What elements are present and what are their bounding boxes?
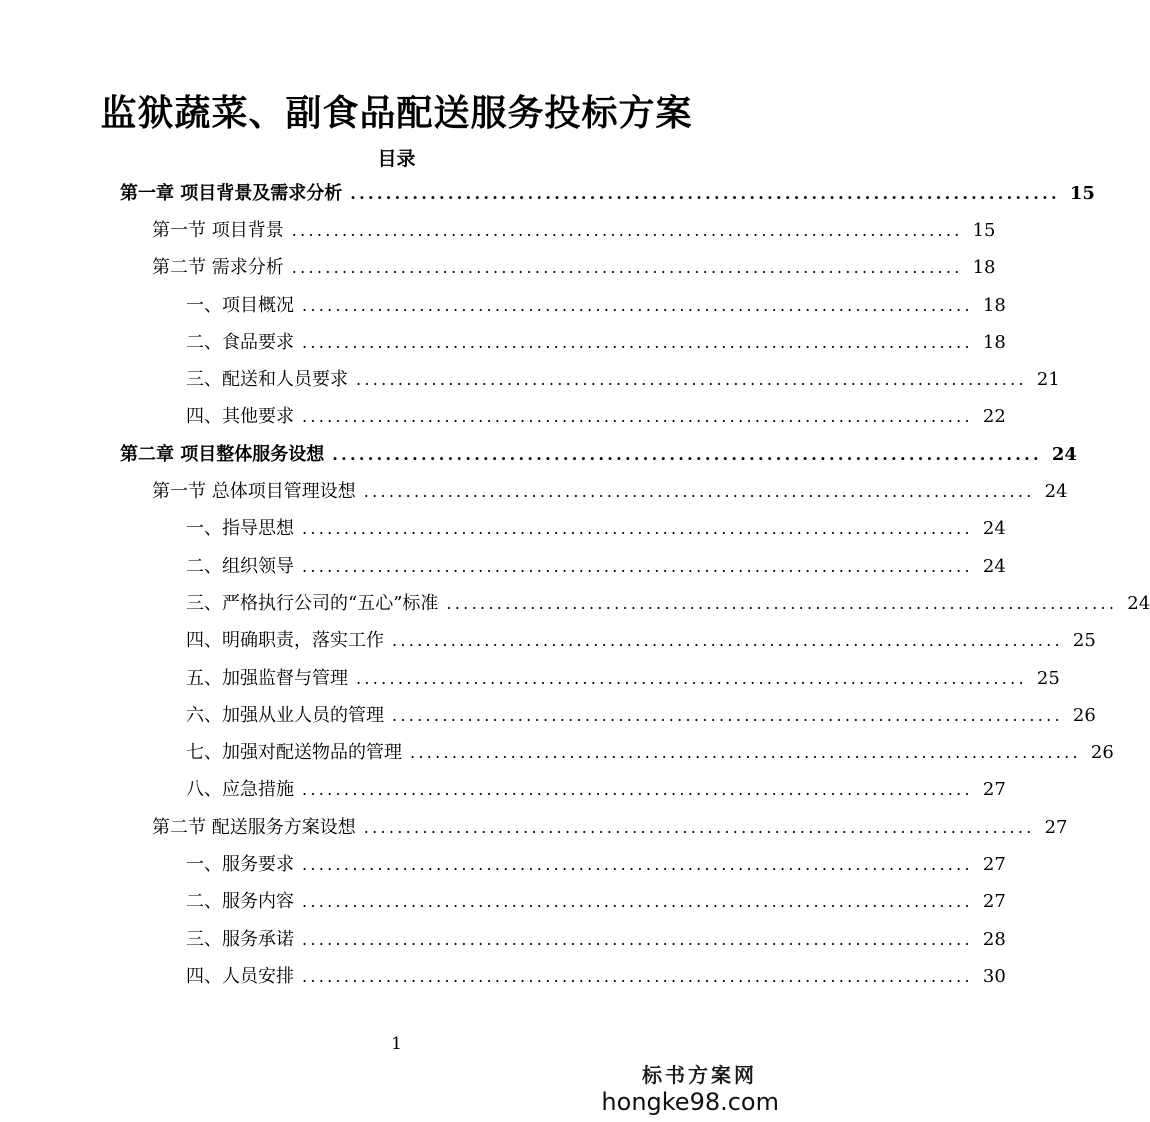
toc-entry-page: 21 bbox=[1036, 369, 1060, 391]
toc-entry-label: 第一节 总体项目管理设想 bbox=[152, 481, 356, 503]
toc-entry[interactable] bbox=[0, 548, 1006, 585]
toc-entry[interactable] bbox=[0, 884, 1006, 921]
toc-entry-page: 30 bbox=[982, 965, 1006, 987]
toc-entry[interactable] bbox=[0, 623, 1096, 660]
toc-entry-page: 24 bbox=[982, 518, 1006, 540]
toc-entry-page: 28 bbox=[982, 928, 1006, 950]
toc-entry-label: 七、加强对配送物品的管理 bbox=[186, 742, 402, 764]
toc-entry[interactable] bbox=[0, 697, 1096, 734]
toc-entry-page: 15 bbox=[972, 219, 996, 241]
toc-entry[interactable] bbox=[0, 212, 996, 249]
toc-entry[interactable] bbox=[0, 511, 1006, 548]
toc-entry-page: 24 bbox=[1044, 481, 1068, 503]
toc-entry-label: 三、严格执行公司的“五心”标准 bbox=[186, 592, 439, 614]
toc-entry-label: 二、组织领导 bbox=[186, 555, 294, 577]
toc-entry-page: 18 bbox=[982, 294, 1006, 316]
toc-entry-label: 三、服务承诺 bbox=[186, 928, 294, 950]
toc-entry-label: 第一节 项目背景 bbox=[152, 219, 284, 241]
toc-leader-dots: ................................................................................ bbox=[356, 668, 1027, 688]
toc-entry[interactable] bbox=[0, 660, 1060, 697]
watermark-url: hongke98.com bbox=[601, 1088, 779, 1116]
toc-entry[interactable] bbox=[0, 772, 1006, 809]
toc-entry[interactable] bbox=[0, 585, 1150, 622]
toc-entry-page: 26 bbox=[1072, 704, 1096, 726]
toc-leader-dots: ................................................................................ bbox=[356, 370, 1027, 390]
toc-entry[interactable] bbox=[0, 250, 996, 287]
toc-entry[interactable] bbox=[0, 436, 1077, 473]
table-of-contents bbox=[0, 175, 1150, 996]
toc-leader-dots: ................................................................................ bbox=[332, 444, 1042, 464]
toc-entry-label: 第二章 项目整体服务设想 bbox=[120, 443, 325, 465]
toc-leader-dots: ................................................................................ bbox=[302, 929, 973, 949]
toc-entry-label: 四、人员安排 bbox=[186, 965, 294, 987]
toc-entry-page: 27 bbox=[982, 891, 1006, 913]
toc-entry[interactable] bbox=[0, 809, 1068, 846]
toc-heading: 目录 bbox=[377, 148, 416, 170]
toc-leader-dots: ................................................................................ bbox=[302, 332, 973, 352]
toc-leader-dots: ................................................................................ bbox=[302, 892, 973, 912]
toc-leader-dots: ................................................................................ bbox=[302, 519, 973, 539]
toc-entry-page: 24 bbox=[1127, 592, 1150, 614]
toc-entry-label: 四、其他要求 bbox=[186, 406, 294, 428]
toc-leader-dots: ................................................................................ bbox=[446, 593, 1118, 613]
watermark-name: 标书方案网 bbox=[642, 1063, 757, 1087]
toc-leader-dots: ................................................................................ bbox=[410, 743, 1081, 763]
toc-entry[interactable] bbox=[0, 734, 1114, 771]
toc-leader-dots: ................................................................................ bbox=[302, 854, 973, 874]
toc-leader-dots: ................................................................................ bbox=[291, 258, 963, 278]
toc-leader-dots: ................................................................................ bbox=[302, 295, 973, 315]
toc-entry-label: 四、明确职责，落实工作 bbox=[186, 630, 384, 652]
toc-entry-page: 24 bbox=[982, 555, 1006, 577]
page-number: 1 bbox=[391, 1034, 402, 1054]
toc-leader-dots: ................................................................................ bbox=[302, 407, 973, 427]
toc-entry-page: 27 bbox=[1044, 816, 1068, 838]
toc-entry[interactable] bbox=[0, 473, 1068, 510]
toc-leader-dots: ................................................................................ bbox=[302, 780, 973, 800]
toc-entry[interactable] bbox=[0, 175, 1095, 212]
toc-entry-label: 五、加强监督与管理 bbox=[186, 667, 348, 689]
toc-entry-page: 25 bbox=[1072, 630, 1096, 652]
toc-entry-label: 一、项目概况 bbox=[186, 294, 294, 316]
toc-entry-label: 一、服务要求 bbox=[186, 853, 294, 875]
toc-leader-dots: ................................................................................ bbox=[363, 817, 1035, 837]
toc-leader-dots: ................................................................................ bbox=[291, 220, 963, 240]
toc-entry-label: 第一章 项目背景及需求分析 bbox=[120, 182, 343, 204]
toc-leader-dots: ................................................................................ bbox=[392, 631, 1063, 651]
toc-entry-label: 二、服务内容 bbox=[186, 891, 294, 913]
toc-entry-page: 27 bbox=[982, 853, 1006, 875]
site-watermark bbox=[601, 1059, 779, 1116]
toc-entry-label: 一、指导思想 bbox=[186, 518, 294, 540]
toc-leader-dots: ................................................................................ bbox=[392, 705, 1063, 725]
toc-entry[interactable] bbox=[0, 846, 1006, 883]
toc-leader-dots: ................................................................................ bbox=[363, 482, 1035, 502]
toc-entry-label: 第二节 需求分析 bbox=[152, 257, 284, 279]
toc-entry-page: 27 bbox=[982, 779, 1006, 801]
toc-entry-page: 15 bbox=[1069, 182, 1095, 204]
toc-entry[interactable] bbox=[0, 324, 1006, 361]
toc-entry[interactable] bbox=[0, 361, 1060, 398]
toc-entry-label: 八、应急措施 bbox=[186, 779, 294, 801]
toc-entry-page: 18 bbox=[982, 331, 1006, 353]
toc-entry-label: 六、加强从业人员的管理 bbox=[186, 704, 384, 726]
toc-leader-dots: ................................................................................ bbox=[302, 966, 973, 986]
toc-entry[interactable] bbox=[0, 287, 1006, 324]
toc-entry-page: 25 bbox=[1036, 667, 1060, 689]
document-title: 监狱蔬菜、副食品配送服务投标方案 bbox=[100, 92, 693, 134]
toc-entry-page: 18 bbox=[972, 257, 996, 279]
toc-entry-label: 三、配送和人员要求 bbox=[186, 369, 348, 391]
toc-entry-label: 第二节 配送服务方案设想 bbox=[152, 816, 356, 838]
toc-entry[interactable] bbox=[0, 399, 1006, 436]
toc-entry[interactable] bbox=[0, 958, 1006, 995]
toc-leader-dots: ................................................................................ bbox=[350, 183, 1060, 203]
toc-entry[interactable] bbox=[0, 921, 1006, 958]
toc-leader-dots: ................................................................................ bbox=[302, 556, 973, 576]
toc-entry-page: 26 bbox=[1090, 742, 1114, 764]
toc-entry-page: 24 bbox=[1051, 443, 1077, 465]
toc-entry-page: 22 bbox=[982, 406, 1006, 428]
toc-entry-label: 二、食品要求 bbox=[186, 331, 294, 353]
